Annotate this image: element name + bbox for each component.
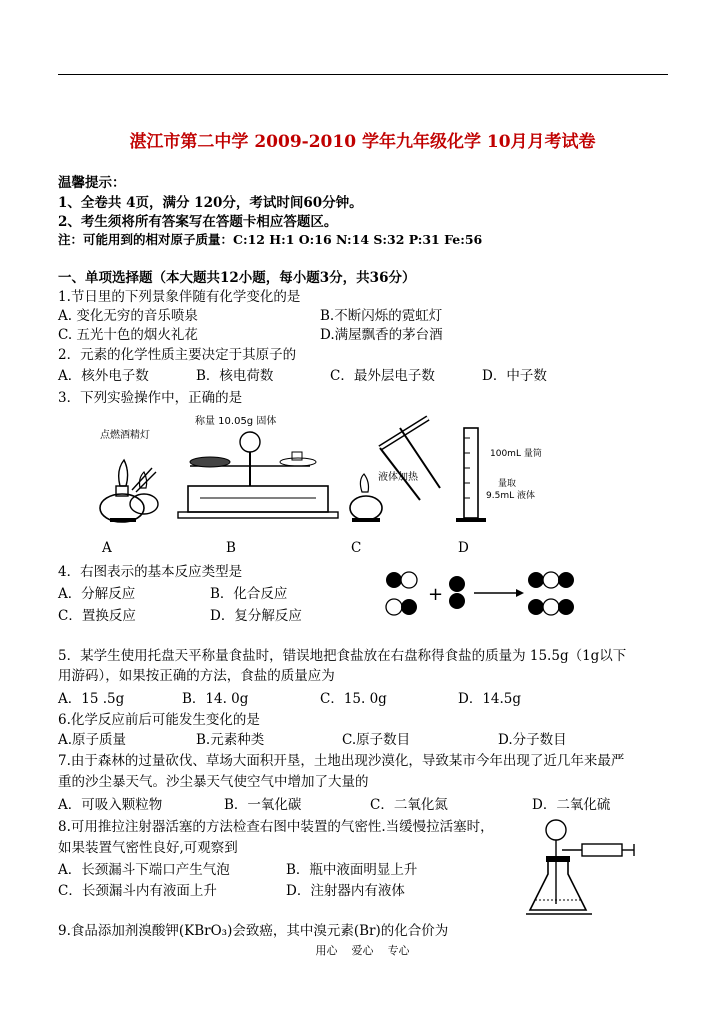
q5-option-b: B．14. 0g xyxy=(182,691,249,707)
tips-line-2: 2、考生须将所有答案写在答题卡相应答题区。 xyxy=(58,214,338,230)
airtight-apparatus-figure xyxy=(522,814,642,918)
test-tube-heating-c-icon xyxy=(350,418,440,522)
q3-letter-c: C xyxy=(351,540,362,556)
alcohol-lamp-a-icon xyxy=(100,428,158,522)
fig-d-label-3: 9.5mL 液体 xyxy=(486,491,535,501)
page-footer: 用心 爱心 专心 xyxy=(315,944,410,957)
molecule-product-icon xyxy=(528,572,574,615)
q2-option-d: D．中子数 xyxy=(482,368,547,384)
q6-option-b: B.元素种类 xyxy=(196,732,265,748)
fig-d-label-1: 100mL 量筒 xyxy=(490,449,542,459)
q8-option-c: C．长颈漏斗内有液面上升 xyxy=(58,883,217,899)
reaction-diagram xyxy=(384,570,584,618)
syringe-icon xyxy=(562,844,634,856)
q2-option-c: C．最外层电子数 xyxy=(330,368,435,384)
q3-letter-d: D xyxy=(458,540,469,556)
graduated-cylinder-d-icon xyxy=(456,428,542,522)
tips-heading: 温馨提示： xyxy=(58,175,126,191)
fig-d-label-2: 量取 xyxy=(498,479,517,489)
q1-option-d: D.满屋飘香的茅台酒 xyxy=(320,327,443,343)
arrow-right-icon xyxy=(474,589,524,597)
q4-stem: 4．右图表示的基本反应类型是 xyxy=(58,564,243,580)
tips-line-3: 注：可能用到的相对原子质量：C:12 H:1 O:16 N:14 S:32 P:31 Fe:56 xyxy=(58,232,483,247)
q6-stem: 6.化学反应前后可能发生变化的是 xyxy=(58,712,260,728)
exam-title: 湛江市第二中学 2009-2010 学年九年级化学 10月月考试卷 xyxy=(129,132,596,152)
q4-option-d: D．复分解反应 xyxy=(210,608,302,624)
q5-option-a: A．15 .5g xyxy=(58,691,125,707)
q9-stem: 9.食品添加剂溴酸钾(KBrO₃)会致癌，其中溴元素(Br)的化合价为 xyxy=(58,923,449,939)
molecule-reactant-1-icon xyxy=(386,572,417,615)
q7-option-c: C．二氧化氮 xyxy=(370,797,448,813)
q5-option-c: C．15. 0g xyxy=(320,691,387,707)
q1-option-a: A. 变化无穷的音乐喷泉 xyxy=(58,308,198,324)
q7-stem-1: 7.由于森林的过量砍伐、草场大面积开垦，土地出现沙漠化，导致某市今年出现了近几年来最严 xyxy=(58,753,625,769)
q3-figure xyxy=(80,408,560,538)
q3-letter-b: B xyxy=(226,540,236,556)
q6-option-d: D.分子数目 xyxy=(498,732,567,748)
q8-option-b: B．瓶中液面明显上升 xyxy=(286,862,418,878)
q4-option-a: A．分解反应 xyxy=(58,586,136,602)
q1-option-c: C. 五光十色的烟火礼花 xyxy=(58,327,198,343)
q5-stem-1: 5．某学生使用托盘天平称量食盐时，错误地把食盐放在右盘称得食盐的质量为 15.5g（1g以下 xyxy=(58,648,627,664)
q2-option-a: A．核外电子数 xyxy=(58,368,149,384)
q7-option-b: B．一氧化碳 xyxy=(224,797,302,813)
q4-option-b: B．化合反应 xyxy=(210,586,288,602)
fig-a-label: 点燃酒精灯 xyxy=(100,430,150,441)
conical-flask-icon xyxy=(526,856,592,914)
q8-stem-1: 8.可用推拉注射器活塞的方法检查右图中装置的气密性.当缓慢拉活塞时， xyxy=(58,819,494,835)
q8-stem-2: 如果装置气密性良好,可观察到 xyxy=(58,840,238,856)
balance-b-icon xyxy=(178,414,338,518)
q7-option-d: D．二氧化硫 xyxy=(532,797,611,813)
q3-letter-a: A xyxy=(102,540,112,556)
q1-option-b: B.不断闪烁的霓虹灯 xyxy=(320,308,443,324)
q7-stem-2: 重的沙尘暴天气。沙尘暴天气使空气中增加了大量的 xyxy=(58,774,369,790)
molecule-reactant-2-icon xyxy=(449,576,465,609)
header-rule xyxy=(58,74,668,75)
plus-sign: + xyxy=(428,584,444,605)
q8-option-d: D．注射器内有液体 xyxy=(286,883,405,899)
q4-option-c: C．置换反应 xyxy=(58,608,136,624)
fig-b-label: 称量 10.05g 固体 xyxy=(195,416,277,427)
q8-option-a: A．长颈漏斗下端口产生气泡 xyxy=(58,862,230,878)
q6-option-c: C.原子数目 xyxy=(342,732,411,748)
tips-line-1: 1、全卷共 4页，满分 120分，考试时间60分钟。 xyxy=(58,195,363,211)
q3-stem: 3．下列实验操作中，正确的是 xyxy=(58,390,243,406)
fig-c-label: 液体加热 xyxy=(378,472,418,483)
q2-option-b: B．核电荷数 xyxy=(196,368,274,384)
q2-stem: 2．元素的化学性质主要决定于其原子的 xyxy=(58,347,297,363)
section1-heading: 一、单项选择题（本大题共12小题，每小题3分，共36分） xyxy=(58,270,416,286)
q1-stem: 1.节日里的下列景象伴随有化学变化的是 xyxy=(58,289,301,305)
q5-option-d: D．14.5g xyxy=(458,691,522,707)
q7-option-a: A．可吸入颗粒物 xyxy=(58,797,163,813)
q5-stem-2: 用游码），如果按正确的方法，食盐的质量应为 xyxy=(58,668,335,684)
q6-option-a: A.原子质量 xyxy=(58,732,127,748)
